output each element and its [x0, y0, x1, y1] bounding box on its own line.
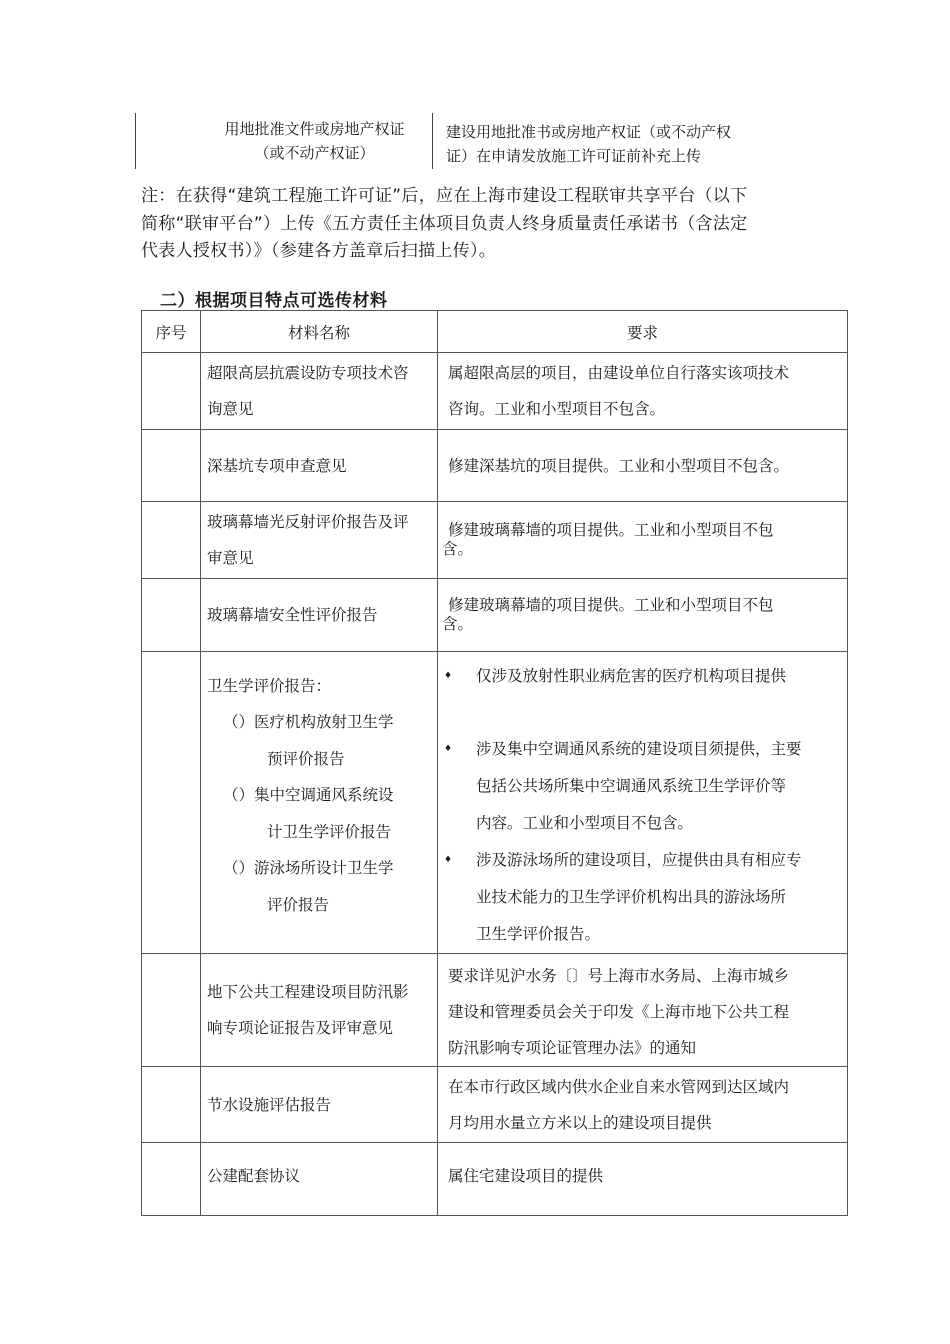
bullet-line: 业技术能力的卫生学评价机构出具的游泳场所	[476, 888, 787, 906]
req-line: 属住宅建设项目的提供	[448, 1167, 604, 1185]
req-line: 月均用水量立方米以上的建设项目提供	[448, 1113, 712, 1132]
prev-table-right-cell	[446, 120, 806, 168]
name-line: 地下公共工程建设项目防汛影	[207, 983, 409, 1001]
req-line: 在本市行政区域内供水企业自来水管网到达区域内	[448, 1077, 790, 1096]
index-cell	[142, 652, 201, 954]
bullet-line: 卫生学评价报告。	[476, 925, 601, 943]
name-sub-item: （）医疗机构放射卫生学	[223, 713, 394, 731]
name-line: 玻璃幕墙安全性评价报告	[207, 606, 378, 624]
table-row	[142, 1143, 848, 1216]
table-row	[142, 353, 848, 430]
table-row	[142, 430, 848, 502]
name-line: 节水设施评估报告	[207, 1095, 332, 1114]
name-sub-item: （）集中空调通风系统设	[223, 786, 394, 804]
req-line: 含。	[442, 615, 474, 633]
requirement-cell	[438, 353, 848, 430]
req-line: 防汛影响专项论证管理办法》的通知	[448, 1039, 697, 1057]
table-row	[142, 502, 848, 579]
table-row	[142, 1067, 848, 1143]
index-cell	[142, 1067, 201, 1143]
requirement-cell	[438, 1143, 848, 1216]
material-name-cell	[201, 1143, 438, 1216]
requirement-cell	[438, 652, 848, 954]
prev-left-line1: 用地批准文件或房地产权证	[224, 120, 405, 138]
name-line: 公建配套协议	[207, 1167, 301, 1185]
bullet-item	[438, 658, 847, 695]
index-cell	[142, 502, 201, 579]
req-line: 修建玻璃幕墙的项目提供。工业和小型项目不包	[448, 596, 774, 614]
prev-right-line2: 证）在申请发放施工许可证前补充上传	[446, 147, 702, 165]
name-line: 响专项论证报告及评审意见	[207, 1019, 394, 1037]
name-line: 超限高层抗震设防专项技术咨	[207, 364, 409, 382]
prev-table-left-border	[135, 113, 136, 169]
bullet-item	[438, 731, 847, 842]
prev-right-line1: 建设用地批准书或房地产权证（或不动产权	[446, 123, 732, 141]
req-line: 修建深基坑的项目提供。工业和小型项目不包含。	[448, 456, 790, 475]
requirement-cell	[438, 579, 848, 652]
req-line: 要求详见沪水务〔〕号上海市水务局、上海市城乡	[448, 967, 790, 985]
name-sub-item: 预评价报告	[267, 749, 345, 768]
name-line: 审意见	[207, 549, 254, 567]
name-sub-item: 计卫生学评价报告	[267, 822, 392, 841]
requirement-cell	[438, 502, 848, 579]
req-line: 属超限高层的项目，由建设单位自行落实该项技术	[448, 364, 790, 382]
bullet-item	[438, 842, 847, 953]
note-line3: 代表人授权书）》（参建各方盖章后扫描上传）。	[141, 241, 497, 261]
material-name-cell	[201, 502, 438, 579]
material-name-cell	[201, 652, 438, 954]
bullet-line: ♦ 仅涉及放射性职业病危害的医疗机构项目提供	[476, 667, 787, 685]
note-line2: 简称“联审平台”）上传《五方责任主体项目负责人终身质量责任承诺书（含法定	[141, 213, 748, 234]
optional-materials-table	[141, 310, 848, 1216]
prev-left-line2: （或不动产权证）	[254, 144, 375, 162]
material-name-cell	[201, 430, 438, 502]
table-row	[142, 954, 848, 1067]
requirement-cell	[438, 954, 848, 1067]
header-requirement: 要求	[438, 311, 848, 353]
name-sub-item: （）游泳场所设计卫生学	[223, 859, 394, 877]
req-line: 含。	[442, 540, 474, 558]
material-name-cell	[201, 1067, 438, 1143]
req-line: 建设和管理委员会关于印发《上海市地下公共工程	[448, 1003, 790, 1021]
note-paragraph	[141, 183, 841, 266]
req-line: 修建玻璃幕墙的项目提供。工业和小型项目不包	[448, 521, 774, 539]
header-material-name: 材料名称	[201, 311, 438, 353]
bullet-line: ♦ 涉及游泳场所的建设项目，应提供由具有相应专	[476, 851, 802, 869]
prev-table-divider	[432, 113, 433, 169]
bullet-line: ♦ 涉及集中空调通风系统的建设项目须提供，主要	[476, 740, 802, 758]
name-sub-item: 评价报告	[267, 895, 330, 914]
table-header-row	[142, 311, 848, 353]
material-name-cell	[201, 579, 438, 652]
bullet-line: 包括公共场所集中空调通风系统卫生学评价等	[476, 777, 787, 795]
index-cell	[142, 353, 201, 430]
index-cell	[142, 430, 201, 502]
table-row	[142, 579, 848, 652]
header-index: 序号	[142, 311, 201, 353]
index-cell	[142, 954, 201, 1067]
table-row	[142, 652, 848, 954]
section-title: 二）根据项目特点可选传材料	[160, 291, 388, 311]
name-line: 深基坑专项申查意见	[207, 456, 347, 475]
index-cell	[142, 1143, 201, 1216]
bullet-line: 内容。工业和小型项目不包含。	[476, 814, 694, 832]
note-line1: 注：在获得“建筑工程施工许可证”后，应在上海市建设工程联审共享平台（以下	[141, 186, 748, 206]
prev-table-left-cell	[207, 117, 422, 165]
index-cell	[142, 579, 201, 652]
material-name-cell	[201, 353, 438, 430]
requirement-cell	[438, 1067, 848, 1143]
name-line: 玻璃幕墙光反射评价报告及评	[207, 513, 409, 531]
name-title: 卫生学评价报告：	[207, 677, 332, 695]
req-line: 咨询。工业和小型项目不包含。	[448, 400, 666, 418]
requirement-cell	[438, 430, 848, 502]
material-name-cell	[201, 954, 438, 1067]
name-line: 询意见	[207, 400, 254, 418]
